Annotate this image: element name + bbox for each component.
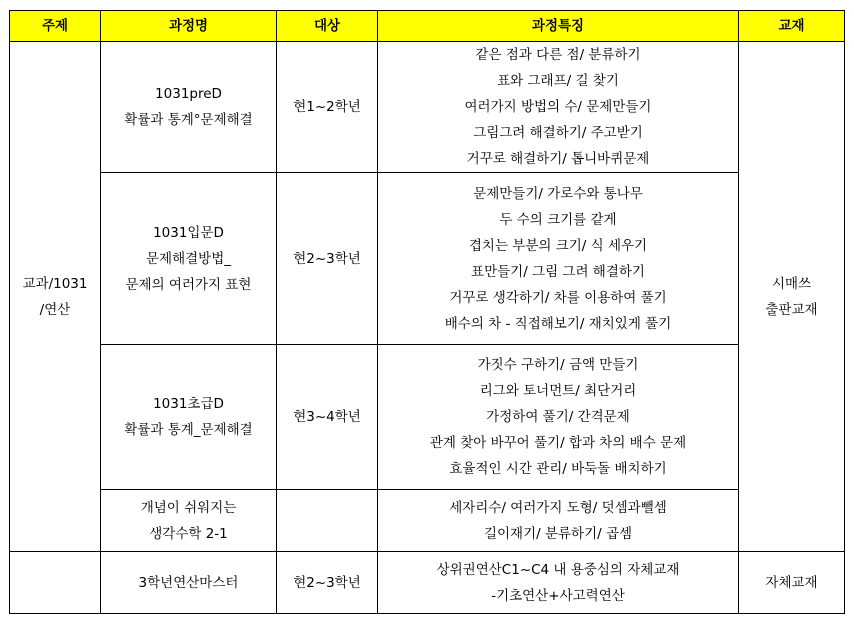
topic-cell-empty — [10, 552, 101, 614]
feature-line: 가짓수 구하기/ 금액 만들기 — [477, 357, 639, 373]
topic-cell — [10, 42, 101, 552]
table-row — [10, 345, 845, 490]
textbook-cell: 자체교재 — [739, 552, 845, 614]
feature-line: 두 수의 크기를 같게 — [499, 211, 617, 228]
feature-line: 여러가지 방법의 수/ 문제만들기 — [464, 99, 652, 115]
textbook-cell — [739, 42, 845, 552]
table-row — [10, 173, 845, 345]
feature-line: 같은 점과 다른 점/ 분류하기 — [475, 47, 641, 63]
course-name-cell — [101, 552, 277, 614]
course-name-line: 3학년연산마스터 — [138, 574, 239, 591]
features-cell — [378, 345, 739, 490]
course-name-line: 1031초급D — [153, 396, 224, 412]
course-name-cell — [101, 490, 277, 552]
features-cell — [378, 552, 739, 614]
feature-line: -기초연산+사고력연산 — [491, 587, 625, 604]
feature-line: 겹치는 부분의 크기/ 식 세우기 — [468, 237, 648, 254]
target-cell: 현2~3학년 — [277, 173, 378, 345]
features-cell — [378, 490, 739, 552]
course-name-line: 확률과 통계_문제해결 — [124, 422, 253, 438]
feature-line: 상위권연산C1~C4 내 용중심의 자체교재 — [436, 561, 680, 578]
header-course-name: 과정명 — [101, 11, 277, 42]
feature-line: 길이재기/ 분류하기/ 곱셈 — [483, 525, 633, 542]
course-name-cell — [101, 345, 277, 490]
table-row — [10, 490, 845, 552]
table-row — [10, 42, 845, 173]
course-name-line: 개념이 쉬워지는 — [140, 499, 237, 516]
header-target: 대상 — [277, 11, 378, 42]
course-name-line: 생각수학 2-1 — [149, 525, 228, 542]
course-name-line: 문제해결방법_ — [146, 250, 231, 267]
header-features: 과정특징 — [378, 11, 739, 42]
course-name-line: 확률과 통계°문제해결 — [124, 112, 253, 128]
feature-line: 세자리수/ 여러가지 도형/ 덧셈과뺄셈 — [449, 499, 667, 516]
target-cell: 현1~2학년 — [277, 42, 378, 173]
header-topic: 주제 — [10, 11, 101, 42]
table-row — [10, 552, 845, 614]
textbook-line: 시매쓰 — [771, 275, 812, 292]
topic-line: 교과/1031 — [22, 275, 88, 292]
feature-line: 효율적인 시간 관리/ 바둑돌 배치하기 — [449, 461, 667, 477]
features-cell — [378, 173, 739, 345]
feature-line: 거꾸로 생각하기/ 차를 이용하여 풀기 — [449, 289, 667, 306]
feature-line: 문제만들기/ 가로수와 통나무 — [473, 185, 643, 202]
feature-line: 그림그려 해결하기/ 주고받기 — [473, 125, 643, 141]
course-name-line: 문제의 여러가지 표현 — [125, 276, 252, 293]
course-name-line: 1031preD — [155, 86, 222, 102]
feature-line: 관계 찾아 바꾸어 풀기/ 합과 차의 배수 문제 — [429, 435, 687, 451]
textbook-line: 출판교재 — [765, 301, 818, 318]
topic-line: /연산 — [39, 301, 71, 318]
feature-line: 거꾸로 해결하기/ 톱니바퀴문제 — [466, 151, 650, 167]
course-name-cell — [101, 173, 277, 345]
feature-line: 표만들기/ 그림 그려 해결하기 — [471, 263, 645, 280]
course-table — [9, 10, 845, 614]
header-row — [10, 11, 845, 42]
header-textbook: 교재 — [739, 11, 845, 42]
target-cell: 현3~4학년 — [277, 345, 378, 490]
feature-line: 가정하여 풀기/ 간격문제 — [486, 409, 630, 425]
feature-line: 리그와 토너먼트/ 최단거리 — [479, 383, 637, 399]
feature-line: 표와 그래프/ 길 찾기 — [497, 73, 619, 89]
target-cell: 현2~3학년 — [277, 552, 378, 614]
target-cell — [277, 490, 378, 552]
course-name-line: 1031입문D — [153, 224, 224, 241]
course-name-cell — [101, 42, 277, 173]
feature-line: 배수의 차 - 직접해보기/ 재치있게 풀기 — [444, 315, 672, 332]
features-cell — [378, 42, 739, 173]
